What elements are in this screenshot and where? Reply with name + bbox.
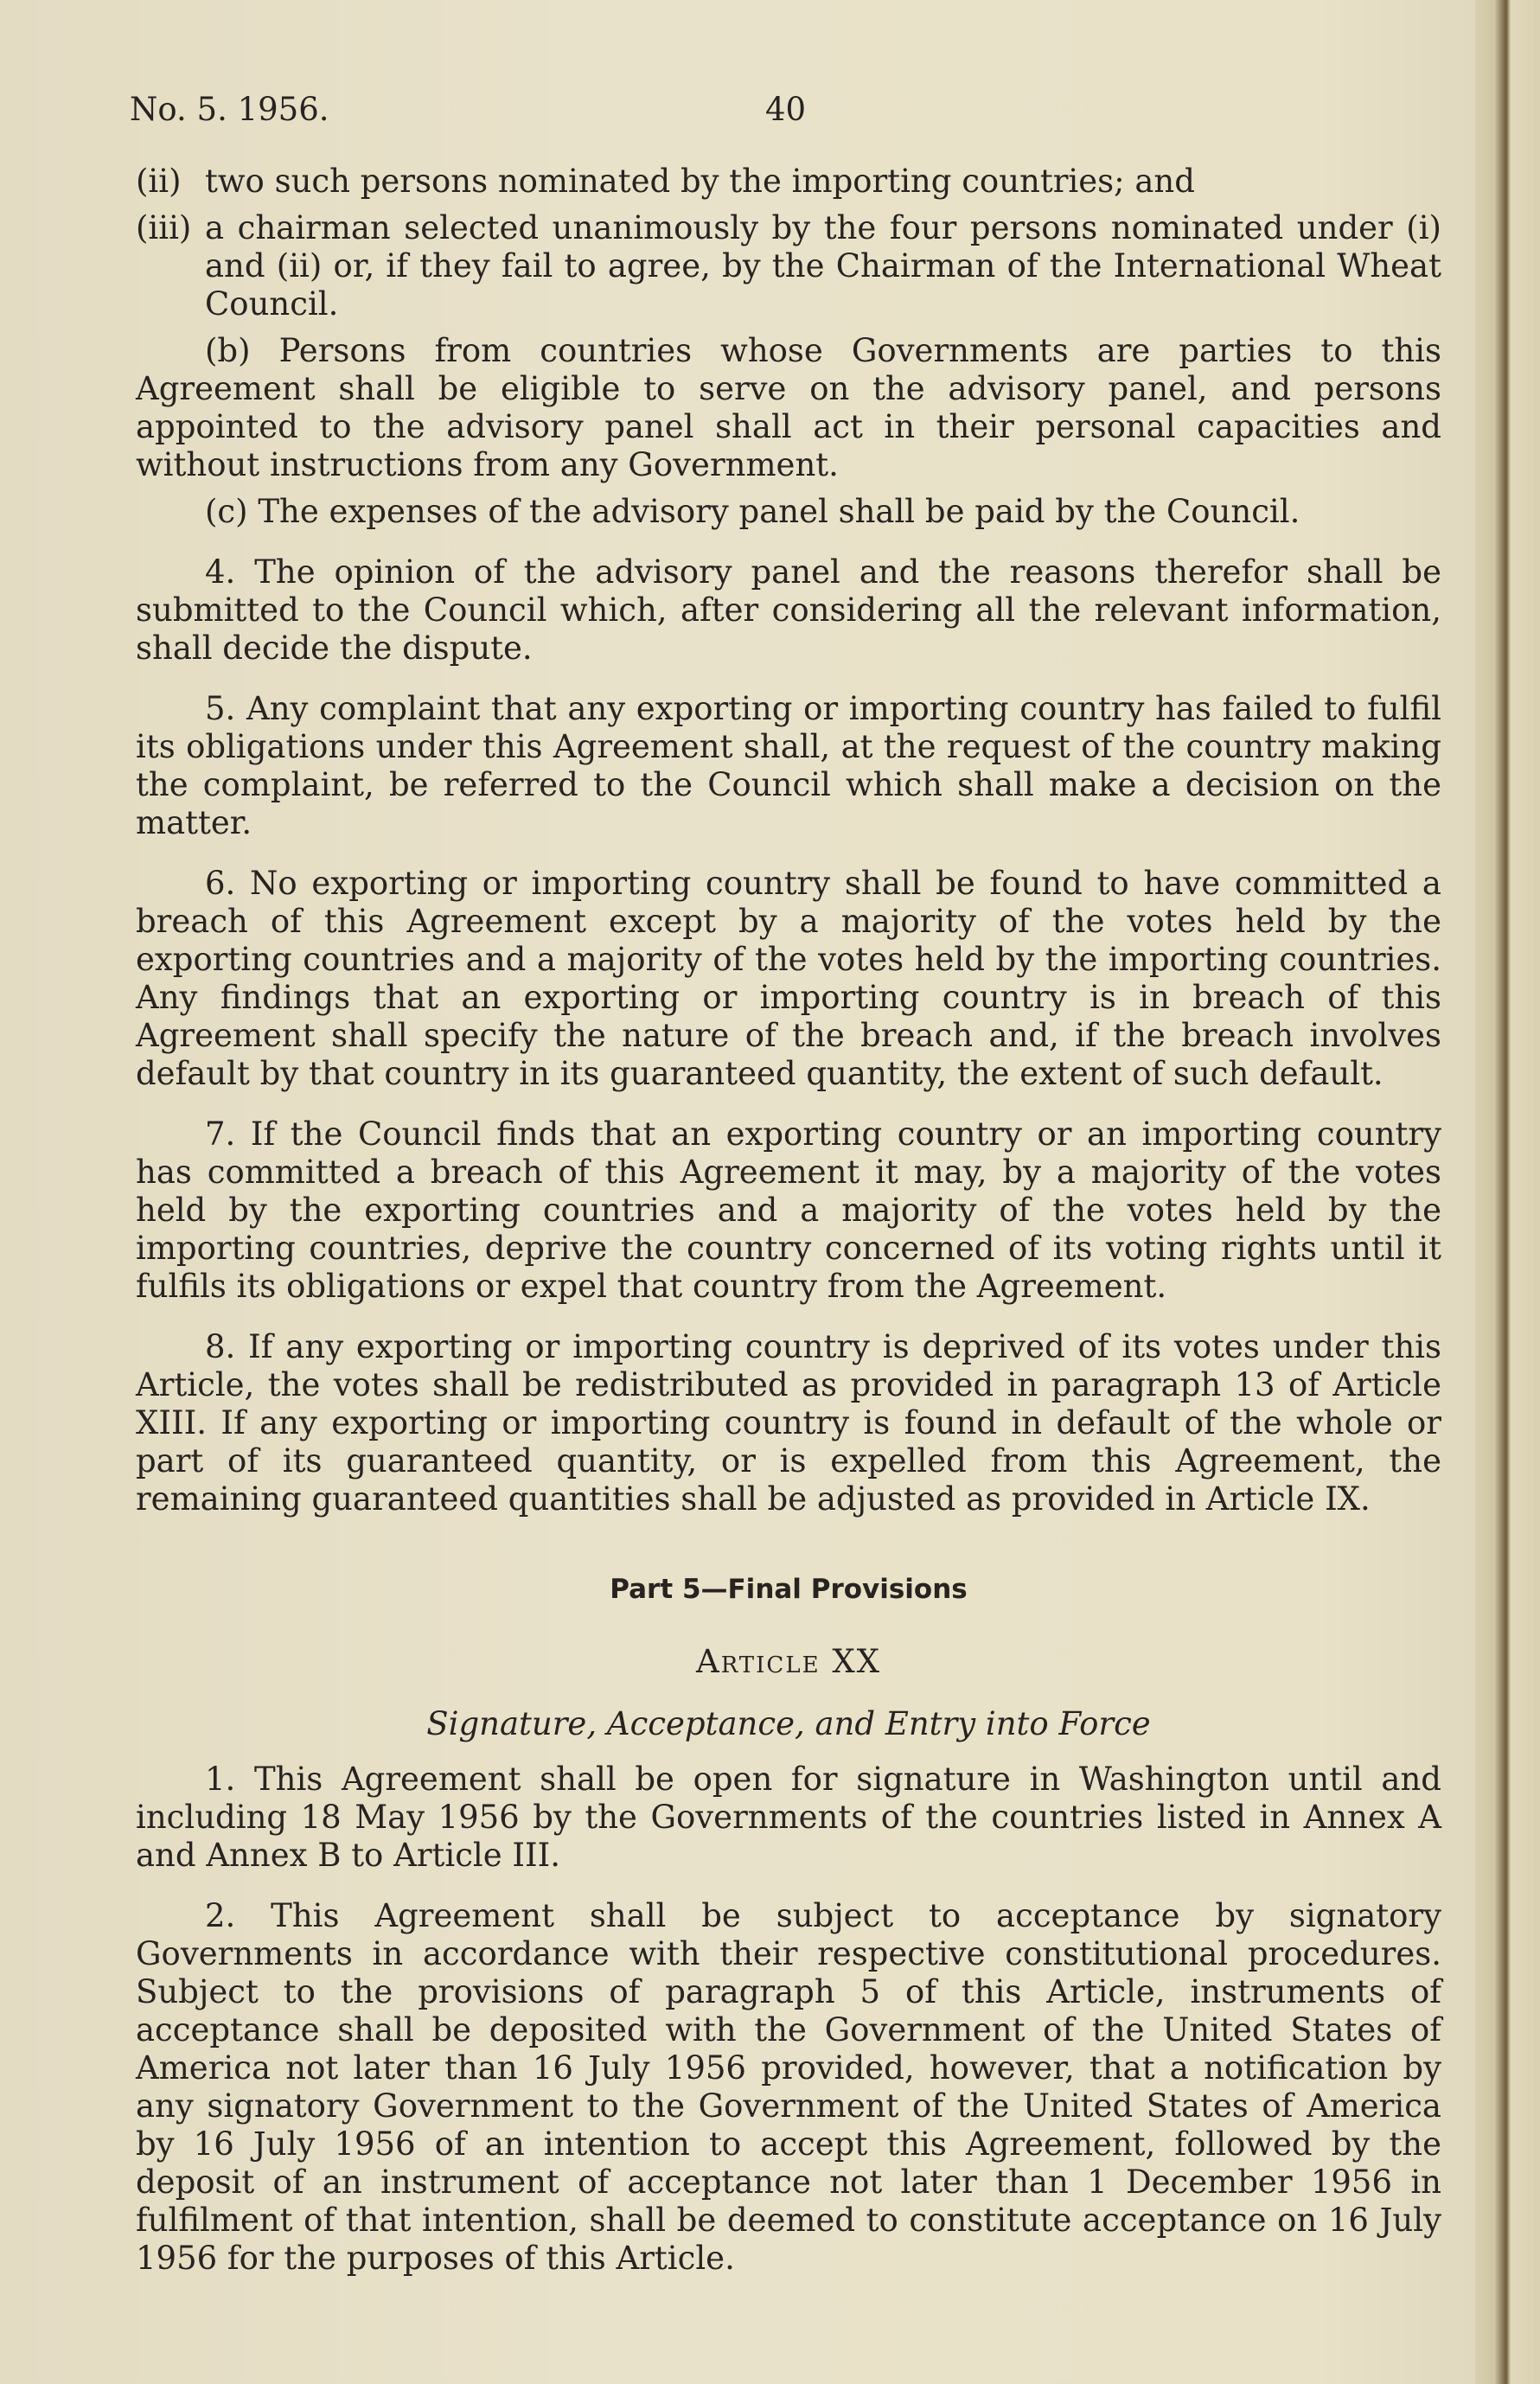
paragraph-b: (b) Persons from countries whose Governments are parties to this Agreement shall be eligible to serve on the advisory panel, and persons appointed to the advisory panel shall act in their personal capacities and without instructions from any Government. bbox=[136, 332, 1441, 483]
paragraph-c: (c) The expenses of the advisory panel shall be paid by the Council. bbox=[205, 493, 1300, 530]
page-binding-edge bbox=[1475, 0, 1540, 2384]
list-item-text: a chairman selected unanimously by the four persons nominated under (i) and (ii) or, if they fail to agree, by the Chairman of the International Wheat Council. bbox=[205, 209, 1441, 323]
document-number: No. 5. 1956. bbox=[130, 91, 329, 128]
list-item bbox=[136, 163, 1441, 201]
list-item-text: two such persons nominated by the importing countries; and bbox=[205, 163, 1195, 200]
article-heading: Article XX bbox=[695, 1643, 882, 1680]
paragraph-4: 4. The opinion of the advisory panel and the reasons therefor shall be submitted to the Council which, after considering all the relevant information, shall decide the dispute. bbox=[136, 553, 1441, 667]
list-item-label: (ii) bbox=[136, 163, 182, 200]
paragraph-7: 7. If the Council finds that an exporting country or an importing country has committed a breach of this Agreement it may, by a majority of the votes held by the exporting countries and a majority of the votes held by the importing countries, deprive the country concerned of its voting rights until it fulfils its obligations or expel that country from the Agreement. bbox=[136, 1115, 1441, 1305]
article-subheading: Signature, Acceptance, and Entry into Force bbox=[426, 1705, 1151, 1742]
page-number: 40 bbox=[765, 91, 807, 128]
paragraph-8: 8. If any exporting or importing country is deprived of its votes under this Article, the votes shall be redistributed as provided in paragraph 13 of Article XIII. If any exporting or importing country is found in default of the whole or part of its guaranteed quantity, or is expelled from this Agreement, the remaining guaranteed quantities shall be adjusted as provided in Article IX. bbox=[136, 1328, 1441, 1518]
list-item bbox=[136, 209, 1441, 323]
page-header bbox=[130, 91, 1427, 134]
article-paragraph-1: 1. This Agreement shall be open for signature in Washington until and including 18 May 1956 by the Governments of the countries listed in Annex A and Annex B to Article III. bbox=[136, 1761, 1441, 1874]
article-paragraph-2: 2. This Agreement shall be subject to acceptance by signatory Governments in accordance with their respective constitutional procedures. Subject to the provisions of paragraph 5 of this Article, instruments of acceptance shall be deposited with the Government of the United States of America not later than 16 July 1956 provided, however, that a notification by any signatory Government to the Government of the United States of America by 16 July 1956 of an intention to accept this Agreement, followed by the deposit of an instrument of acceptance not later than 1 December 1956 in fulfilment of that intention, shall be deemed to constitute acceptance on 16 July 1956 for the purposes of this Article. bbox=[136, 1897, 1441, 2277]
part-heading: Part 5—Final Provisions bbox=[610, 1574, 968, 1605]
paragraph-6: 6. No exporting or importing country shall be found to have committed a breach of this Agreement except by a majority of the votes held by the exporting countries and a majority of the votes held by the importing countries. Any findings that an exporting or importing country is in breach of this Agreement shall specify the nature of the breach and, if the breach involves default by that country in its guaranteed quantity, the extent of such default. bbox=[136, 865, 1441, 1092]
document-body bbox=[136, 163, 1441, 2300]
paragraph-5: 5. Any complaint that any exporting or importing country has failed to fulfil its obligations under this Agreement shall, at the request of the country making the complaint, be referred to the Council which shall make a decision on the matter. bbox=[136, 690, 1441, 841]
list-item-label: (iii) bbox=[136, 209, 192, 246]
